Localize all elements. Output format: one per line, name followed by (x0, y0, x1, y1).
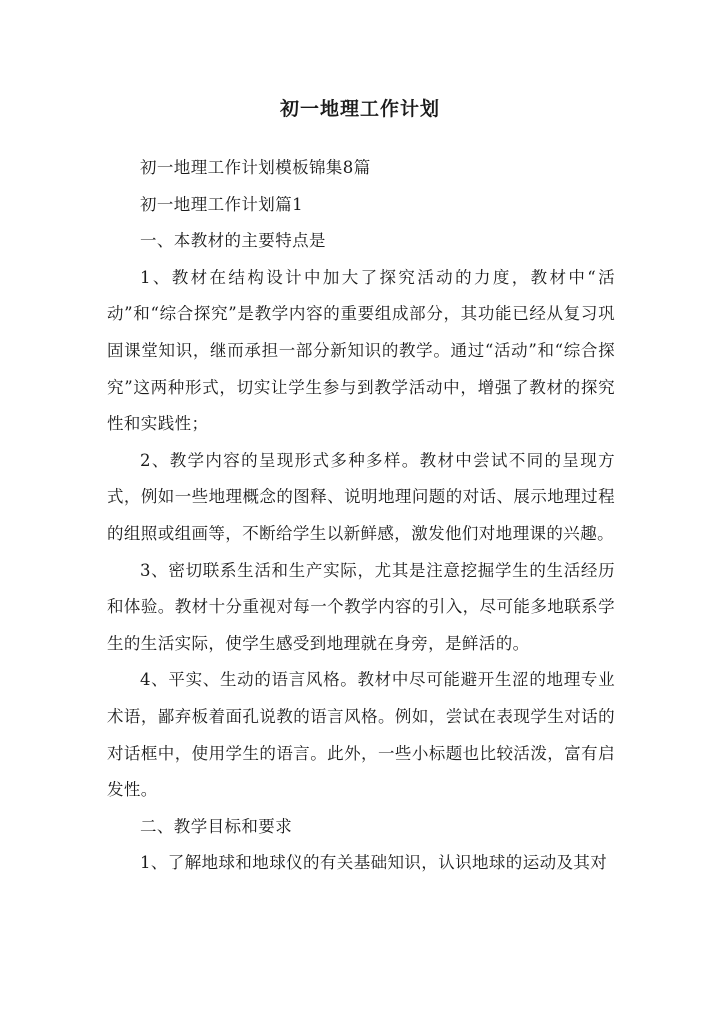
subtitle-paragraph: 初一地理工作计划模板锦集8篇 (140, 158, 371, 177)
document-body (107, 150, 615, 882)
subsection-heading: 二、教学目标和要求 (140, 816, 293, 836)
body-paragraph: 3、密切联系生活和生产实际，尤其是注意挖掘学生的生活经历和体验。教材十分重视对每一个教学内容的引入，尽可能多地联系学生的生活实际，使学生感受到地理就在身旁，是鲜活的。 (107, 560, 615, 653)
body-paragraph: 2、教学内容的呈现形式多种多样。教材中尝试不同的呈现方式，例如一些地理概念的图释、说明地理问题的对话、展示地理过程的组照或组画等，不断给学生以新鲜感，激发他们对地理课的兴趣。 (107, 450, 615, 543)
body-paragraph: 4、平实、生动的语言风格。教材中尽可能避开生涩的地理专业术语，鄙弃板着面孔说教的语言风格。例如，尝试在表现学生对话的对话框中，使用学生的语言。此外，一些小标题也比较活泼，富有启发性。 (107, 670, 615, 800)
body-paragraph: 1、教材在结构设计中加大了探究活动的力度，教材中“活动”和“综合探究”是教学内容的重要组成部分，其功能已经从复习巩固课堂知识，继而承担一部分新知识的教学。通过“活动”和“综合探究”这两种形式，切实让学生参与到教学活动中，增强了教材的探究性和实践性； (107, 267, 615, 434)
subsection-heading: 一、本教材的主要特点是 (140, 231, 326, 251)
section-heading: 初一地理工作计划篇1 (140, 194, 303, 214)
document-title: 初一地理工作计划 (279, 98, 440, 120)
body-paragraph: 1、了解地球和地球仪的有关基础知识，认识地球的运动及其对 (140, 853, 608, 873)
